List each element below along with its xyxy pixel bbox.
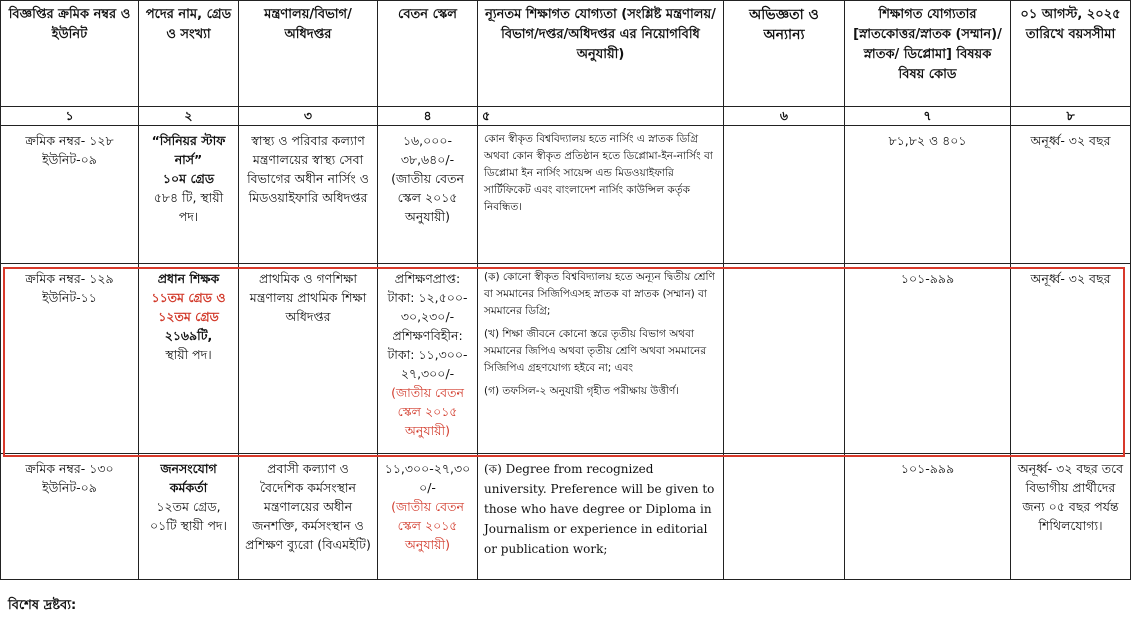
column-number: ২ [139,107,239,126]
salary-cell [378,126,478,264]
post-name: জনসংযোগ কর্মকর্তা [160,461,217,495]
serial-cell: ক্রমিক নম্বর- ১৩০ ইউনিট-০৯ [1,454,139,580]
salary-cell [378,264,478,454]
column-number: ৪ [378,107,478,126]
post-cell [139,126,239,264]
salary-amount: ১১,৩০০-২৭,৩০০/- [384,461,471,495]
post-cell [139,264,239,454]
header-experience: অভিজ্ঞতা ও অন্যান্য [724,1,845,107]
salary-amount: ১৬,০০০- ৩৮,৬৪০/- [400,133,455,167]
experience-cell [724,126,845,264]
column-number: ৩ [239,107,378,126]
serial-cell: ক্রমিক নম্বর- ১২৮ ইউনিট-০৯ [1,126,139,264]
experience-cell [724,264,845,454]
qualification-cell: (ক) Degree from recognized university. Preference will be given to those who have degree or Diploma in Journalism or experience in editorial or publication work; [478,454,724,580]
age-limit-cell: অনূর্ধ্ব- ৩২ বছর [1011,264,1131,454]
header-age-limit: ০১ আগস্ট, ২০২৫ তারিখে বয়সসীমা [1011,1,1131,107]
salary-amount: প্রশিক্ষণপ্রাপ্ত: টাকা: ১২,৫০০- ৩০,২৩০/- প্রশিক্ষণবিহীন: টাকা: ১১,৩০০- ২৭,৩০০/- [387,271,468,381]
post-cell [139,454,239,580]
ministry-cell: স্বাস্থ্য ও পরিবার কল্যাণ মন্ত্রণালয়ের স্বাস্থ্য সেবা বিভাগের অধীন নার্সিং ও মিডওয়াইফারি অধিদপ্তর [239,126,378,264]
header-serial: বিজ্ঞপ্তির ক্রমিক নম্বর ও ইউনিট [1,1,139,107]
post-type: স্থায়ী পদ। [165,347,212,362]
post-grade-count: ১২তম গ্রেড, ০১টি স্থায়ী পদ। [150,499,227,533]
header-post: পদের নাম, গ্রেড ও সংখ্যা [139,1,239,107]
post-count: ৫৮৪ টি, স্থায়ী পদ। [153,190,224,224]
column-number-row [1,107,1131,126]
post-grade: ১০ম গ্রেড [162,171,215,186]
post-name: “সিনিয়র স্টাফ নার্স” [151,133,226,167]
qualification-item: (গ) তফসিল-২ অনুযায়ী গৃহীত পরীক্ষায় উত্তীর্ণ। [484,385,680,397]
post-count: ২১৬৯টি, [164,328,213,343]
qualification-cell [478,264,724,454]
header-salary: বেতন স্কেল [378,1,478,107]
footnote: বিশেষ দ্রষ্টব্য: [8,598,77,613]
table-row [1,126,1131,264]
table-row [1,264,1131,454]
experience-cell [724,454,845,580]
qualification-item: (খ) শিক্ষা জীবনে কোনো স্তরে তৃতীয় বিভাগ অথবা সমমানের জিপিএ অথবা তৃতীয় শ্রেণি অথবা সমমানের সিজিপিএ গ্রহণযোগ্য হইবে না; এবং [484,328,707,374]
age-limit-cell: অনূর্ধ্ব- ৩২ বছর তবে বিভাগীয় প্রার্থীদের জন্য ০৫ বছর পর্যন্ত শিথিলযোগ্য। [1011,454,1131,580]
age-limit-cell: অনূর্ধ্ব- ৩২ বছর [1011,126,1131,264]
column-number: ৫ [478,107,724,126]
qualification-cell: কোন স্বীকৃত বিশ্ববিদ্যালয় হতে নার্সিং এ স্নাতক ডিগ্রি অথবা কোন স্বীকৃত প্রতিষ্ঠান হতে ডিপ্লোমা-ইন-নার্সিং বা ডিপ্লোমা ইন নার্সিং সায়েন্স এন্ড মিডওয়াইফারি সার্টিফিকেট এবং বাংলাদেশ নার্সিং কাউন্সিল কর্তৃক নিবন্ধিত। [478,126,724,264]
column-number: ১ [1,107,139,126]
post-name: প্রধান শিক্ষক [157,271,220,286]
qualification-item: (ক) কোনো স্বীকৃত বিশ্ববিদ্যালয় হতে অন্যূন দ্বিতীয় শ্রেণি বা সমমানের সিজিপিএসহ স্নাতক বা স্নাতক (সম্মান) বা সমমানের ডিগ্রি; [484,271,715,317]
post-grade: ১১তম গ্রেড ও ১২তম গ্রেড [151,290,226,324]
salary-cell [378,454,478,580]
subject-code-cell: ৮১,৮২ ও ৪০১ [845,126,1011,264]
header-subject-code: শিক্ষাগত যোগ্যতার [স্নাতকোত্তর/স্নাতক (সম্মান)/স্নাতক/ ডিপ্লোমা] বিষয়ক বিষয় কোড [845,1,1011,107]
header-qualification: ন্যূনতম শিক্ষাগত যোগ্যতা (সংশ্লিষ্ট মন্ত্রণালয়/বিভাগ/দপ্তর/অধিদপ্তর এর নিয়োগবিধি অনুযায়ী) [478,1,724,107]
salary-note: (জাতীয় বেতন স্কেল ২০১৫ অনুযায়ী) [391,499,464,552]
header-row [1,1,1131,107]
ministry-cell: প্রাথমিক ও গণশিক্ষা মন্ত্রণালয় প্রাথমিক শিক্ষা অধিদপ্তর [239,264,378,454]
subject-code-cell: ১০১-৯৯৯ [845,264,1011,454]
column-number: ৭ [845,107,1011,126]
serial-cell: ক্রমিক নম্বর- ১২৯ ইউনিট-১১ [1,264,139,454]
salary-note: (জাতীয় বেতন স্কেল ২০১৫ অনুযায়ী) [391,385,464,438]
subject-code-cell: ১০১-৯৯৯ [845,454,1011,580]
column-number: ৮ [1011,107,1131,126]
column-number: ৬ [724,107,845,126]
table-row [1,454,1131,580]
ministry-cell: প্রবাসী কল্যাণ ও বৈদেশিক কর্মসংস্থান মন্ত্রণালয়ের অধীন জনশক্তি, কর্মসংস্থান ও প্রশিক্ষণ ব্যুরো (বিএমইটি) [239,454,378,580]
header-ministry: মন্ত্রণালয়/বিভাগ/ অধিদপ্তর [239,1,378,107]
salary-note: (জাতীয় বেতন স্কেল ২০১৫ অনুযায়ী) [391,171,464,224]
